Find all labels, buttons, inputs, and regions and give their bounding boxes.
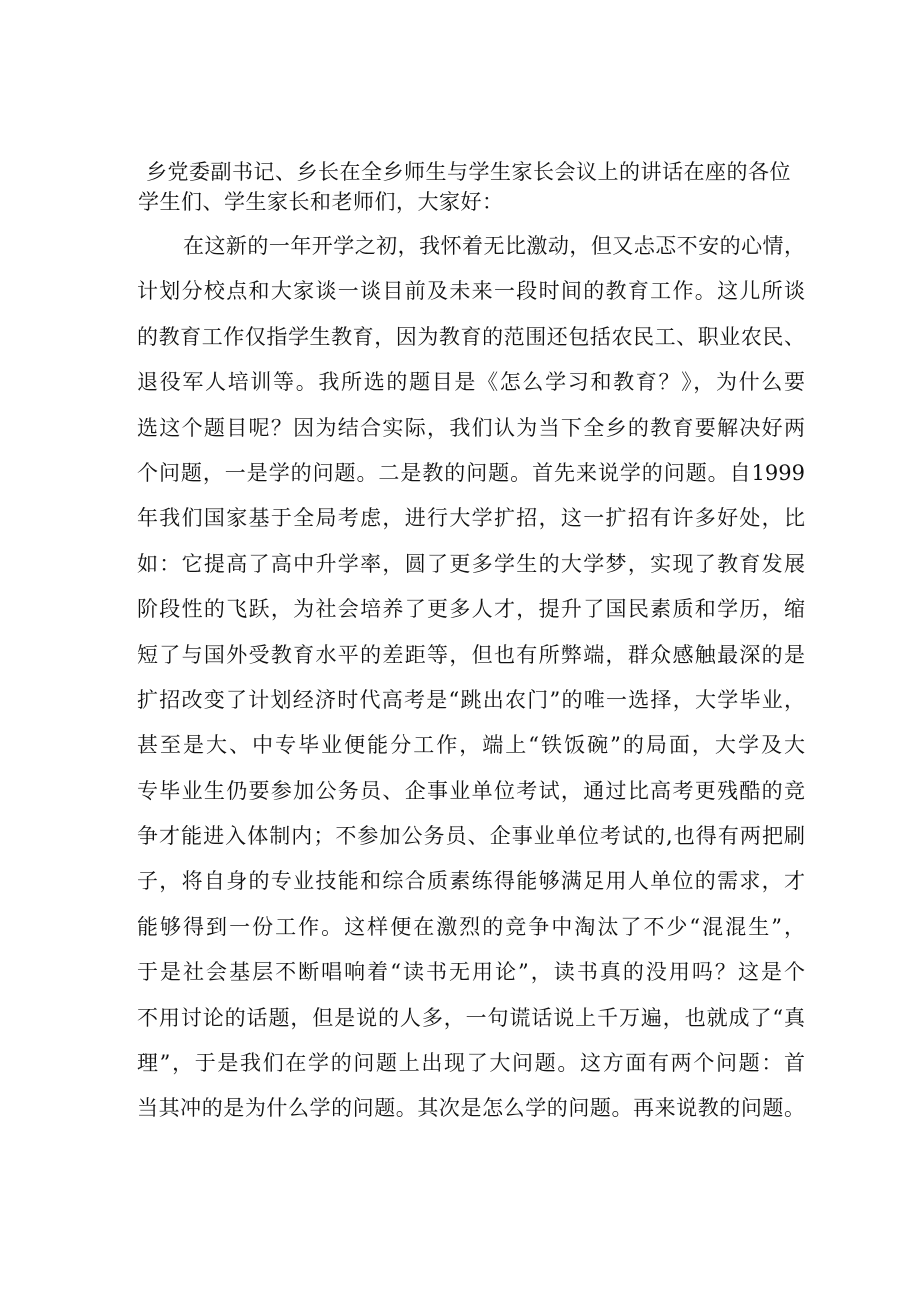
paragraph-line: 在这新的一年开学之初，我怀着无比激动，但又忐忑不安的心情， bbox=[183, 234, 805, 258]
paragraph-line: 能够得到一份工作。这样便在激烈的竞争中淘汰了不少“混混生”， bbox=[137, 914, 805, 939]
paragraph-line: 理”，于是我们在学的问题上出现了大问题。这方面有两个问题：首 bbox=[137, 1051, 805, 1076]
paragraph-line: 年我们国家基于全局考虑，进行大学扩招，这一扩招有许多好处，比 bbox=[137, 506, 805, 531]
paragraph-line: 子，将自身的专业技能和综合质素练得能够满足用人单位的需求，才 bbox=[137, 869, 805, 894]
paragraph-line: 于是社会基层不断唱响着“读书无用论”，读书真的没用吗？这是个 bbox=[137, 960, 805, 985]
paragraph-line: 选这个题目呢？因为结合实际，我们认为当下全乡的教育要解决好两 bbox=[137, 415, 805, 440]
paragraph-line: 当其冲的是为什么学的问题。其次是怎么学的问题。再来说教的问题。 bbox=[137, 1096, 805, 1121]
paragraph-line: 专毕业生仍要参加公务员、企事业单位考试，通过比高考更残酷的竞 bbox=[137, 778, 805, 803]
paragraph-line: 阶段性的飞跃，为社会培养了更多人才，提升了国民素质和学历，缩 bbox=[137, 597, 805, 622]
paragraph-line: 计划分校点和大家谈一谈目前及未来一段时间的教育工作。这儿所谈 bbox=[137, 279, 805, 304]
paragraph-line: 短了与国外受教育水平的差距等，但也有所弊端，群众感触最深的是 bbox=[137, 642, 805, 667]
paragraph-line: 甚至是大、中专毕业便能分工作，端上“铁饭碗”的局面，大学及大 bbox=[137, 733, 805, 758]
paragraph-line: 如：它提高了高中升学率，圆了更多学生的大学梦，实现了教育发展 bbox=[137, 551, 805, 576]
paragraph-line: 争才能进入体制内；不参加公务员、企事业单位考试的,也得有两把刷 bbox=[137, 824, 805, 849]
paragraph-line: 扩招改变了计划经济时代高考是“跳出农门”的唯一选择，大学毕业， bbox=[137, 687, 805, 712]
body-paragraph bbox=[137, 224, 805, 1132]
paragraph-line: 个问题，一是学的问题。二是教的问题。首先来说学的问题。自1999 bbox=[137, 460, 805, 485]
paragraph-line: 退役军人培训等。我所选的题目是《怎么学习和教育？》，为什么要 bbox=[137, 370, 805, 395]
paragraph-line: 的教育工作仅指学生教育，因为教育的范围还包括农民工、职业农民、 bbox=[137, 324, 805, 349]
paragraph-line: 不用讨论的话题，但是说的人多，一句谎话说上千万遍，也就成了“真 bbox=[137, 1005, 805, 1030]
document-title: 乡党委副书记、乡长在全乡师生与学生家长会议上的讲话在座的各位学生们、学生家长和老师们，大家好： bbox=[138, 160, 791, 214]
